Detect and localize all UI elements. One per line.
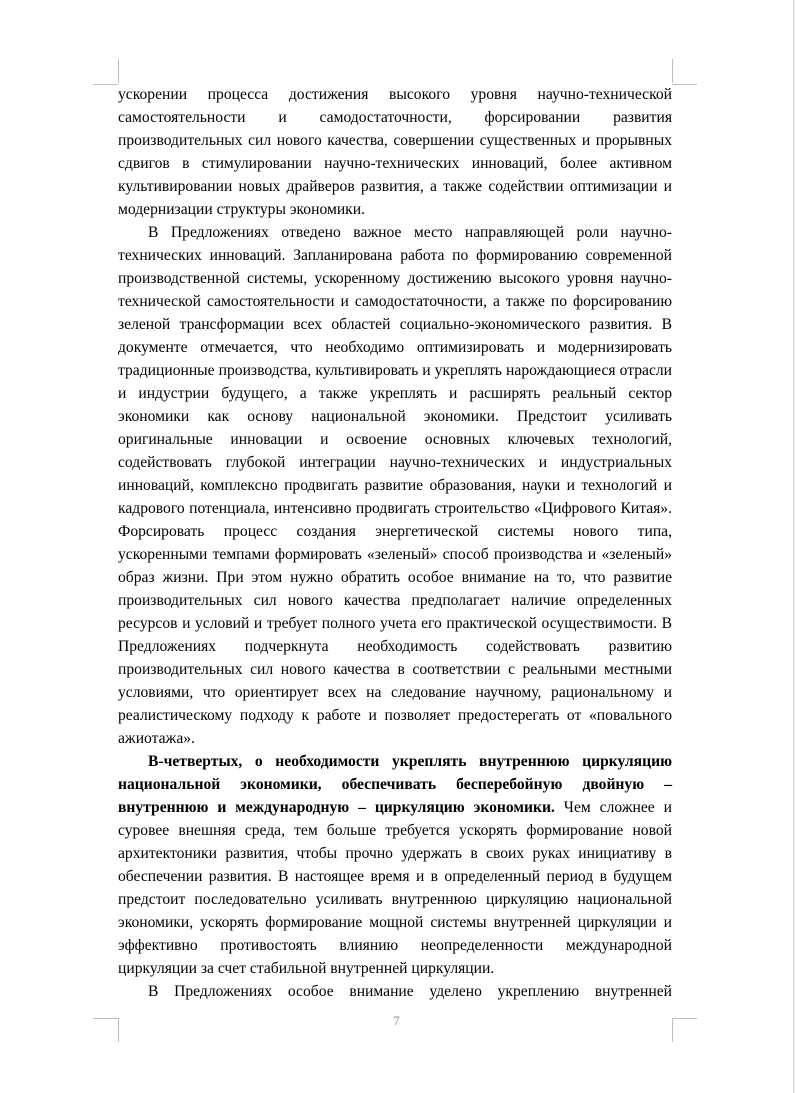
paragraph-proposals-internal	[118, 980, 672, 1003]
corner-mark-top-right	[672, 59, 698, 85]
paragraph-text: ускорении процесса достижения высокого уровня научно-технической самостоятельности и самодостаточности, форсировании развития производительных сил нового качества, совершении существенных и прорывных сдвигов в стимулировании научно-технических инноваций, более активном культивировании новых драйверов развития, а также содействии оптимизации и модернизации структуры экономики.	[118, 86, 672, 218]
corner-mark-top-left	[93, 59, 119, 85]
paragraph-continuation	[118, 83, 672, 221]
paragraph-text: В Предложениях особое внимание уделено укреплению внутренней	[148, 983, 672, 1000]
paragraph-fourth-point	[118, 750, 672, 980]
paragraph-text: В Предложениях отведено важное место направляющей роли научно-технических инноваций. Запланирована работа по формированию современной производственной системы, ускоренному достижению высокого уровня научно-технической самостоятельности и самодостаточности, а также по форсированию зеленой трансформации всех областей социально-экономического развития. В документе отмечается, что необходимо оптимизировать и модернизировать традиционные производства, культивировать и укреплять нарождающиеся отрасли и индустрии будущего, а также укреплять и расширять реальный сектор экономики как основу национальной экономики. Предстоит усиливать оригинальные инновации и освоение основных ключевых технологий, содействовать глубокой интеграции научно-технических и индустриальных инноваций, комплексно продвигать развитие образования, науки и технологий и кадрового потенциала, интенсивно продвигать строительство «Цифрового Китая». Форсировать процесс создания энергетической системы нового типа, ускоренными темпами формировать «зеленый» способ производства и «зеленый» образ жизни. При этом нужно обратить особое внимание на то, что развитие производительных сил нового качества предполагает наличие определенных ресурсов и условий и требует полного учета его практической осуществимости. В Предложениях подчеркнута необходимость содействовать развитию производительных сил нового качества в соответствии с реальными местными условиями, что ориентирует всех на следование научному, рациональному и реалистическому подходу к работе и позволяет предостерегать от «повального ажиотажа».	[118, 224, 672, 747]
paragraph-bold-lead: В-четвертых, о необходимости укреплять внутреннюю циркуляцию национальной экономики, обеспечивать бесперебойную двойную – внутреннюю и международную – циркуляцию экономики.	[118, 753, 672, 816]
paragraph-text: Чем сложнее и суровее внешняя среда, тем больше требуется ускорять формирование новой архитектоники развития, чтобы прочно удержать в своих руках инициативу в обеспечении развития. В настоящее время и в определенный период в будущем предстоит последовательно усиливать внутреннюю циркуляцию национальной экономики, ускорять формирование мощной системы внутренней циркуляции и эффективно противостоять влиянию неопределенности международной циркуляции за счет стабильной внутренней циркуляции.	[118, 799, 672, 977]
body-text	[118, 83, 672, 1003]
paragraph-proposals-innovation	[118, 221, 672, 750]
page-number: 7	[393, 1013, 400, 1028]
